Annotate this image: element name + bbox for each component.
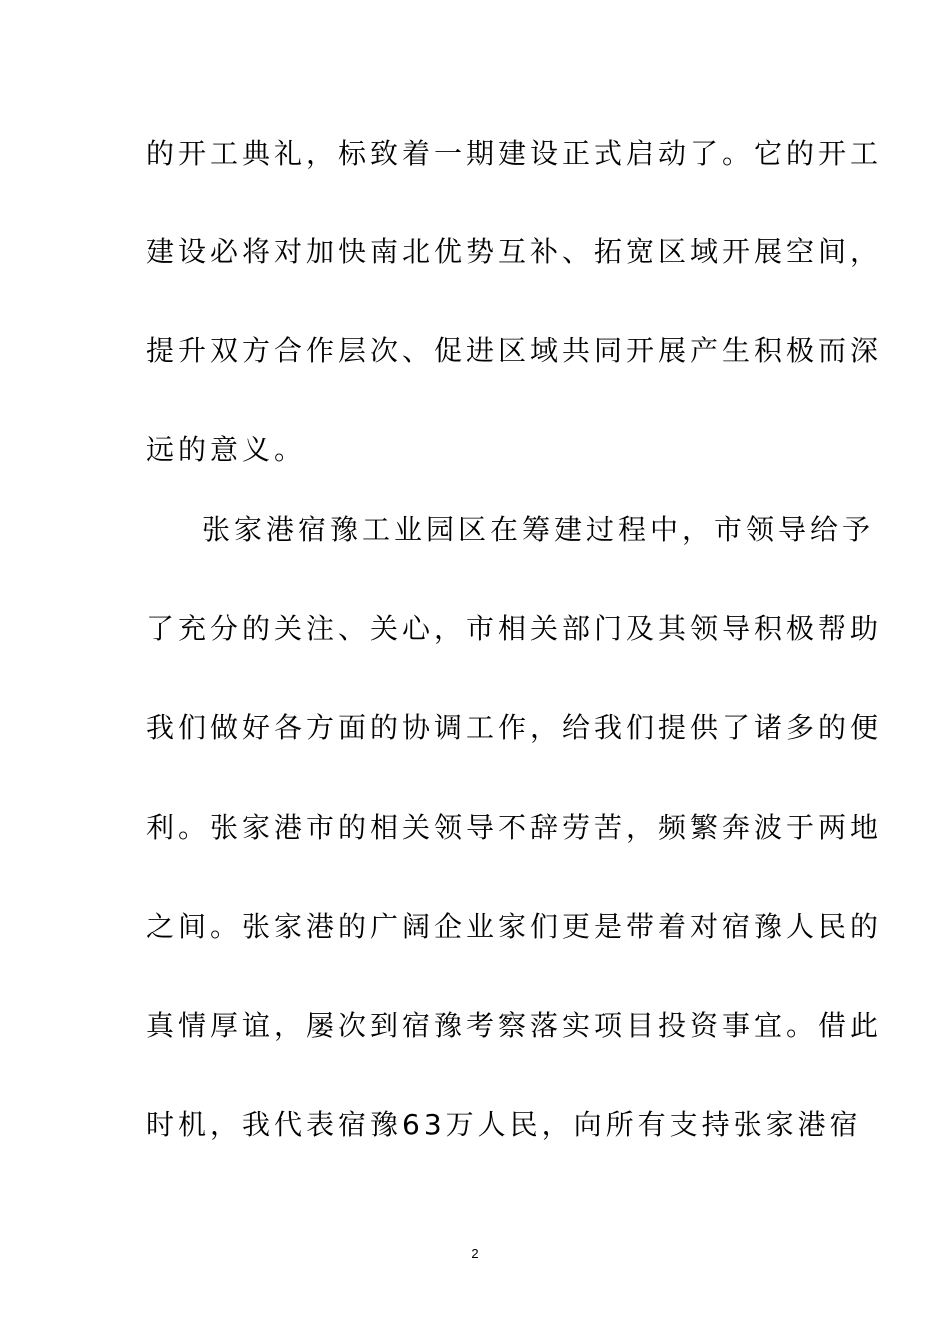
paragraph-2-line-3: 我们做好各方面的协调工作，给我们提供了诸多的便 (146, 711, 883, 744)
paragraph-2-line-2: 了充分的关注、关心，市相关部门及其领导积极帮助 (146, 612, 883, 645)
paragraph-1-line-4: 远的意义。 (146, 433, 307, 466)
page-number: 2 (471, 1246, 479, 1261)
paragraph-2-line-6: 真情厚谊，屡次到宿豫考察落实项目投资事宜。借此 (146, 1009, 883, 1042)
paragraph-1-line-1: 的开工典礼，标致着一期建设正式启动了。它的开工 (146, 137, 883, 170)
paragraph-1-line-2: 建设必将对加快南北优势互补、拓宽区域开展空间， (146, 235, 883, 268)
paragraph-2-line-5: 之间。张家港的广阔企业家们更是带着对宿豫人民的 (146, 910, 883, 943)
paragraph-2-line-1: 张家港宿豫工业园区在筹建过程中，市领导给予 (202, 513, 875, 546)
paragraph-2-line-4: 利。张家港市的相关领导不辞劳苦，频繁奔波于两地 (146, 811, 883, 844)
paragraph-2-line-7: 时机，我代表宿豫63万人民，向所有支持张家港宿 (146, 1108, 862, 1141)
paragraph-1-line-3: 提升双方合作层次、促进区域共同开展产生积极而深 (146, 334, 883, 367)
